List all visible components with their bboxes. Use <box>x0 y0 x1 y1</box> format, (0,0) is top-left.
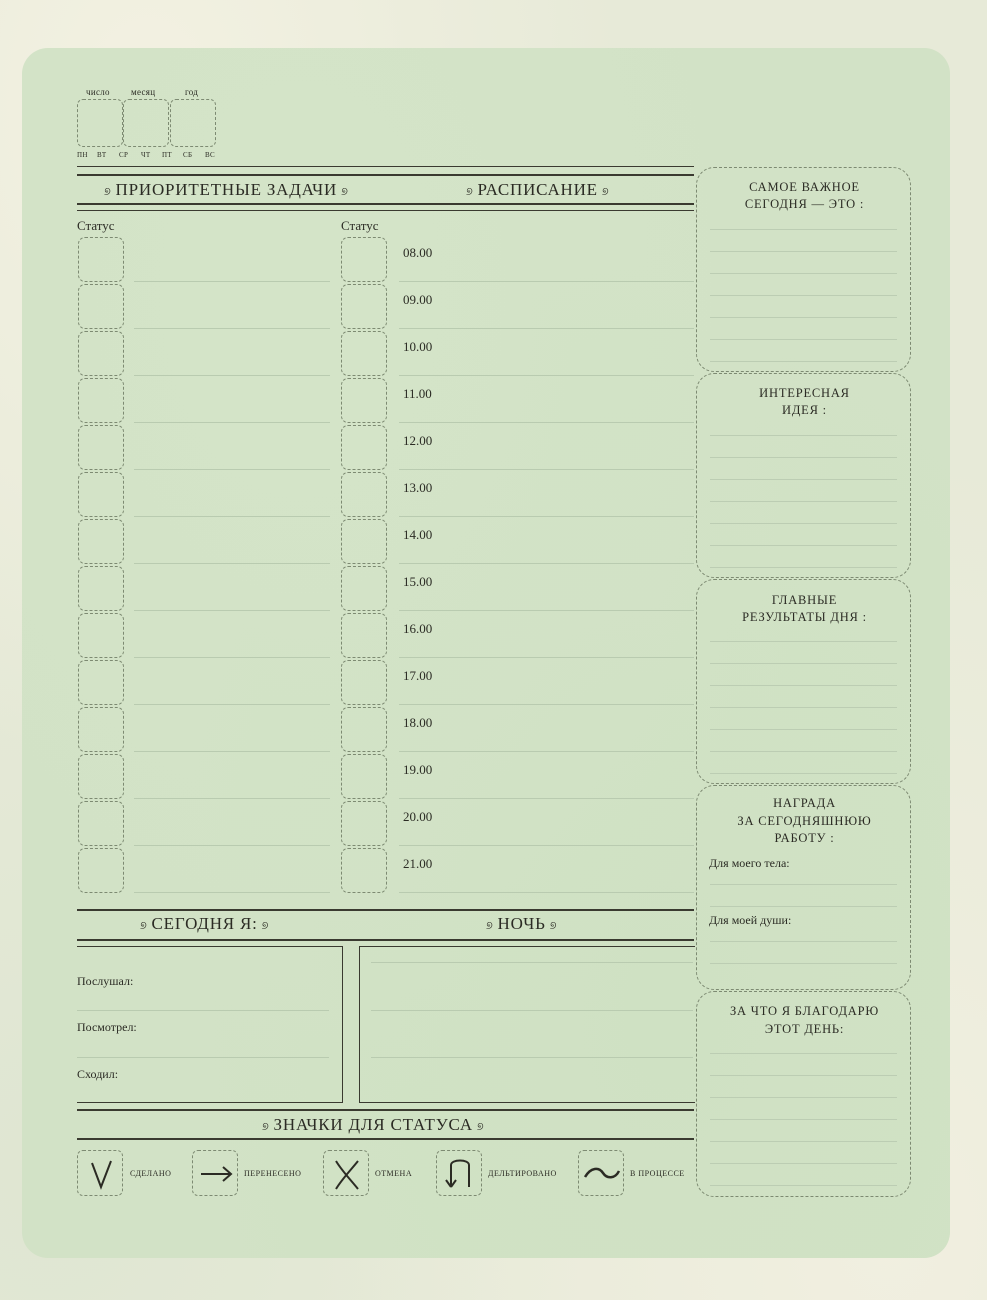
card-writing-line[interactable] <box>710 435 897 436</box>
delegate-arrow-icon <box>436 1150 482 1196</box>
schedule-status-box[interactable] <box>341 378 387 423</box>
schedule-line[interactable] <box>399 657 694 658</box>
status-inprogress-label: В ПРОЦЕССЕ <box>630 1169 685 1178</box>
today-line[interactable] <box>77 1057 329 1058</box>
schedule-title-text: РАСПИСАНИЕ <box>477 180 598 199</box>
card-writing-line[interactable] <box>710 545 897 546</box>
schedule-status-box[interactable] <box>341 237 387 282</box>
night-line[interactable] <box>371 1010 693 1011</box>
header-rule-bottom <box>77 203 694 205</box>
schedule-status-box[interactable] <box>341 519 387 564</box>
today-panel-top <box>77 946 343 947</box>
priority-status-box[interactable] <box>78 237 124 282</box>
priority-task-line[interactable] <box>134 610 330 611</box>
weekday-label[interactable]: ПТ <box>162 151 172 159</box>
weekday-label[interactable]: СБ <box>183 151 193 159</box>
month-label: месяц <box>131 87 156 97</box>
card-writing-line[interactable] <box>710 479 897 480</box>
card-writing-line[interactable] <box>710 963 897 964</box>
reward-soul-label: Для моей души: <box>709 913 792 927</box>
schedule-status-box[interactable] <box>341 566 387 611</box>
reward-body-label: Для моего тела: <box>709 856 790 870</box>
weekday-label[interactable]: ПН <box>77 151 88 159</box>
weekday-label[interactable]: ВС <box>205 151 215 159</box>
status-delegated-label: ДЕЛЬТИРОВАНО <box>488 1169 557 1178</box>
gratitude-title-1: ЗА ЧТО Я БЛАГОДАРЮ <box>729 1004 880 1018</box>
schedule-time: 18.00 <box>403 715 433 730</box>
year-input-box[interactable] <box>170 99 216 147</box>
schedule-status-box[interactable] <box>341 660 387 705</box>
schedule-status-box[interactable] <box>341 284 387 329</box>
swirl-left-icon: ୭ <box>104 186 112 198</box>
swirl-left-icon: ୭ <box>486 920 494 932</box>
header-rule-top <box>77 166 694 167</box>
priority-status-box[interactable] <box>78 378 124 423</box>
priority-task-line[interactable] <box>134 281 330 282</box>
card-writing-line[interactable] <box>710 729 897 730</box>
priority-status-box[interactable] <box>78 848 124 893</box>
idea-title-1: ИНТЕРЕСНАЯ <box>759 386 850 400</box>
card-writing-line[interactable] <box>710 641 897 642</box>
card-writing-line[interactable] <box>710 685 897 686</box>
schedule-line[interactable] <box>399 328 694 329</box>
status-moved-label: ПЕРЕНЕСЕНО <box>244 1169 302 1178</box>
arrow-right-icon <box>192 1150 238 1196</box>
swirl-left-icon: ୭ <box>140 920 148 932</box>
watched-label: Посмотрел: <box>77 1020 137 1034</box>
card-writing-line[interactable] <box>710 295 897 296</box>
card-writing-line[interactable] <box>710 884 897 885</box>
priority-title <box>100 180 353 200</box>
cross-x-icon <box>323 1150 369 1196</box>
priority-task-line[interactable] <box>134 704 330 705</box>
card-writing-line[interactable] <box>710 251 897 252</box>
priority-status-box[interactable] <box>78 519 124 564</box>
header-rule <box>77 174 694 176</box>
swirl-left-icon: ୭ <box>262 1121 270 1133</box>
schedule-time: 19.00 <box>403 762 433 777</box>
priority-status-box[interactable] <box>78 754 124 799</box>
card-writing-line[interactable] <box>710 1119 897 1120</box>
schedule-time: 09.00 <box>403 292 433 307</box>
priority-task-line[interactable] <box>134 563 330 564</box>
listened-label: Послушал: <box>77 974 134 988</box>
swirl-right-icon: ୭ <box>601 186 610 198</box>
schedule-time: 13.00 <box>403 480 433 495</box>
priority-task-line[interactable] <box>134 375 330 376</box>
reward-title-2: ЗА СЕГОДНЯШНЮЮ <box>737 814 872 828</box>
schedule-status-box[interactable] <box>341 613 387 658</box>
legend-rule-bottom <box>77 1138 694 1140</box>
card-writing-line[interactable] <box>710 906 897 907</box>
priority-task-line[interactable] <box>134 892 330 893</box>
gratitude-title-2: ЭТОТ ДЕНЬ: <box>764 1022 845 1036</box>
priority-task-line[interactable] <box>134 751 330 752</box>
priority-status-box[interactable] <box>78 613 124 658</box>
schedule-line[interactable] <box>399 469 694 470</box>
card-writing-line[interactable] <box>710 339 897 340</box>
schedule-line[interactable] <box>399 892 694 893</box>
priority-task-line[interactable] <box>134 845 330 846</box>
schedule-status-label: Статус <box>341 218 379 233</box>
schedule-time: 21.00 <box>403 856 433 871</box>
priority-status-box[interactable] <box>78 660 124 705</box>
reward-title-3: РАБОТУ : <box>774 831 835 845</box>
most-important-title-2: СЕГОДНЯ — ЭТО : <box>744 197 865 211</box>
card-writing-line[interactable] <box>710 273 897 274</box>
schedule-status-box[interactable] <box>341 472 387 517</box>
schedule-title <box>462 180 613 200</box>
schedule-line[interactable] <box>399 704 694 705</box>
swirl-left-icon: ୭ <box>466 186 474 198</box>
status-cancel-label: ОТМЕНА <box>375 1169 413 1178</box>
schedule-line[interactable] <box>399 563 694 564</box>
night-panel[interactable] <box>359 946 695 1103</box>
results-title-2: РЕЗУЛЬТАТЫ ДНЯ : <box>742 610 867 624</box>
card-writing-line[interactable] <box>710 1053 897 1054</box>
card-writing-line[interactable] <box>710 773 897 774</box>
status-done-label: СДЕЛАНО <box>130 1169 172 1178</box>
tilde-wave-icon <box>578 1150 624 1196</box>
card-writing-line[interactable] <box>710 751 897 752</box>
day-input-box[interactable] <box>77 99 123 147</box>
weekday-label[interactable]: СР <box>119 151 129 159</box>
reward-card[interactable] <box>696 785 911 990</box>
priority-status-label: Статус <box>77 218 115 233</box>
card-writing-line[interactable] <box>710 317 897 318</box>
card-writing-line[interactable] <box>710 567 897 568</box>
results-card[interactable] <box>696 579 911 784</box>
card-writing-line[interactable] <box>710 361 897 362</box>
most-important-card[interactable] <box>696 167 911 372</box>
schedule-time: 16.00 <box>403 621 433 636</box>
schedule-line[interactable] <box>399 798 694 799</box>
schedule-line[interactable] <box>399 281 694 282</box>
priority-status-box[interactable] <box>78 707 124 752</box>
schedule-status-box[interactable] <box>341 707 387 752</box>
schedule-time: 17.00 <box>403 668 433 683</box>
schedule-line[interactable] <box>399 751 694 752</box>
night-line[interactable] <box>371 962 693 963</box>
night-line[interactable] <box>371 1057 693 1058</box>
night-title-text: НОЧЬ <box>497 914 546 933</box>
card-writing-line[interactable] <box>710 1097 897 1098</box>
card-writing-line[interactable] <box>710 1163 897 1164</box>
swirl-right-icon: ୭ <box>549 920 558 932</box>
card-writing-line[interactable] <box>710 941 897 942</box>
schedule-line[interactable] <box>399 375 694 376</box>
schedule-time: 08.00 <box>403 245 433 260</box>
priority-status-box[interactable] <box>78 472 124 517</box>
today-line[interactable] <box>77 1010 329 1011</box>
card-writing-line[interactable] <box>710 523 897 524</box>
schedule-status-box[interactable] <box>341 425 387 470</box>
schedule-status-box[interactable] <box>341 801 387 846</box>
today-rule-bottom <box>77 939 694 941</box>
idea-card[interactable] <box>696 373 911 578</box>
schedule-status-box[interactable] <box>341 848 387 893</box>
legend-title <box>258 1115 488 1135</box>
today-rule-top <box>77 909 694 911</box>
priority-title-text: ПРИОРИТЕТНЫЕ ЗАДАЧИ <box>115 180 338 199</box>
header-rule-bottom-thin <box>77 210 694 211</box>
schedule-line[interactable] <box>399 845 694 846</box>
swirl-right-icon: ୭ <box>341 186 349 198</box>
month-input-box[interactable] <box>123 99 169 147</box>
schedule-line[interactable] <box>399 610 694 611</box>
priority-task-line[interactable] <box>134 469 330 470</box>
priority-task-line[interactable] <box>134 422 330 423</box>
night-title <box>482 914 561 934</box>
card-writing-line[interactable] <box>710 501 897 502</box>
today-title-text: СЕГОДНЯ Я: <box>151 914 258 933</box>
schedule-line[interactable] <box>399 516 694 517</box>
results-title-1: ГЛАВНЫЕ <box>771 593 838 607</box>
night-panel-top <box>359 946 695 947</box>
card-writing-line[interactable] <box>710 1141 897 1142</box>
card-writing-line[interactable] <box>710 1075 897 1076</box>
weekday-label[interactable]: ВТ <box>97 151 107 159</box>
card-writing-line[interactable] <box>710 229 897 230</box>
schedule-time: 12.00 <box>403 433 433 448</box>
priority-task-line[interactable] <box>134 657 330 658</box>
today-title <box>136 914 273 934</box>
priority-status-box[interactable] <box>78 801 124 846</box>
priority-status-box[interactable] <box>78 284 124 329</box>
priority-status-box[interactable] <box>78 566 124 611</box>
swirl-right-icon: ୭ <box>261 920 270 932</box>
weekday-label[interactable]: ЧТ <box>141 151 151 159</box>
card-writing-line[interactable] <box>710 457 897 458</box>
idea-title-2: ИДЕЯ : <box>782 403 827 417</box>
schedule-time: 14.00 <box>403 527 433 542</box>
schedule-time: 15.00 <box>403 574 433 589</box>
legend-rule-top <box>77 1109 694 1111</box>
most-important-title-1: САМОЕ ВАЖНОЕ <box>749 180 860 194</box>
card-writing-line[interactable] <box>710 707 897 708</box>
swirl-right-icon: ୭ <box>476 1121 485 1133</box>
schedule-line[interactable] <box>399 422 694 423</box>
schedule-time: 11.00 <box>403 386 432 401</box>
priority-status-box[interactable] <box>78 425 124 470</box>
priority-task-line[interactable] <box>134 328 330 329</box>
priority-task-line[interactable] <box>134 798 330 799</box>
day-label: число <box>86 87 110 97</box>
year-label: год <box>185 87 199 97</box>
schedule-time: 10.00 <box>403 339 433 354</box>
card-writing-line[interactable] <box>710 1185 897 1186</box>
checkmark-v-icon <box>77 1150 123 1196</box>
schedule-status-box[interactable] <box>341 754 387 799</box>
priority-status-box[interactable] <box>78 331 124 376</box>
priority-task-line[interactable] <box>134 516 330 517</box>
legend-title-text: ЗНАЧКИ ДЛЯ СТАТУСА <box>273 1115 473 1134</box>
reward-title-1: НАГРАДА <box>773 796 836 810</box>
visited-label: Сходил: <box>77 1067 119 1081</box>
schedule-time: 20.00 <box>403 809 433 824</box>
card-writing-line[interactable] <box>710 663 897 664</box>
gratitude-card[interactable] <box>696 991 911 1197</box>
schedule-status-box[interactable] <box>341 331 387 376</box>
